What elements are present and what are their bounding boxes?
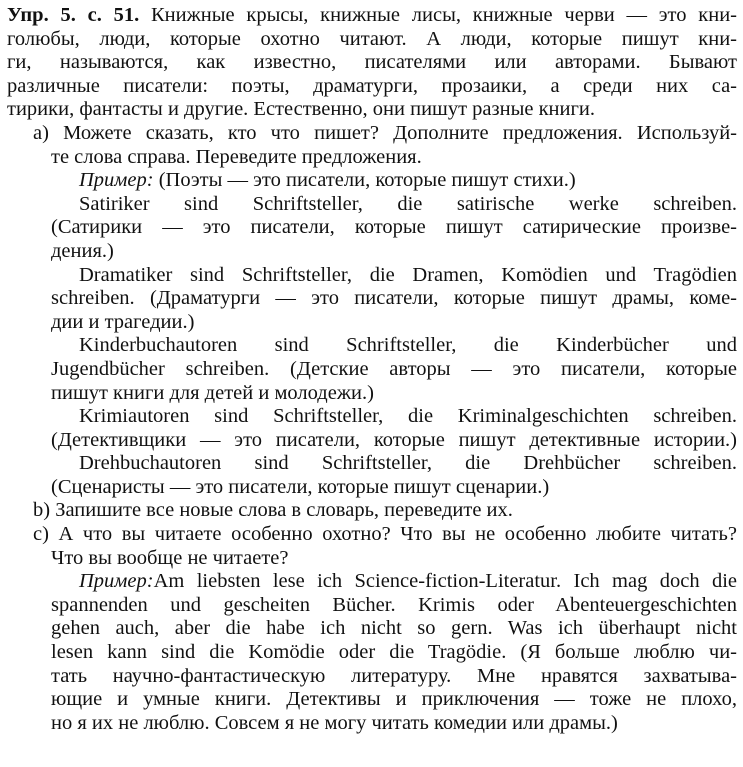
text-line: Jugendbücher schreiben. (Детские авторы — это писатели, которые — [51, 357, 737, 380]
example-line: Пример:Am liebsten lese ich Science-fiction-Literatur. Ich mag doch die — [79, 570, 737, 593]
text-line: Krimiautoren sind Schriftsteller, die Kriminalgeschichten schreiben. — [79, 405, 737, 428]
text-line: spannenden und gescheiten Bücher. Krimis oder Abenteuergeschichten — [51, 593, 737, 616]
text-line: Drehbuchautoren sind Schriftsteller, die Drehbücher schreiben. — [79, 452, 737, 475]
text-line: (Сценаристы — это писатели, которые пишут сценарии.) — [51, 475, 550, 498]
text-line: тирики, фантасты и другие. Естественно, они пишут разные книги. — [7, 98, 595, 121]
text-line: gehen auch, aber die habe ich nicht so gern. Was ich überhaupt nicht — [51, 617, 737, 640]
example-line: Пример: (Поэты — это писатели, которые пишут стихи.) — [79, 169, 576, 192]
text-line: schreiben. (Драматурги — это писатели, которые пишут драмы, коме- — [51, 287, 737, 310]
exercise-header: Упр. 5. с. 51. — [7, 4, 140, 26]
text-line: lesen kann sind die Komödie oder die Tragödie. (Я больше люблю чи- — [51, 641, 737, 664]
text-line: голюбы, люди, которые охотно читают. А люди, которые пишут кни- — [7, 27, 737, 50]
text-line: те слова справа. Переведите предложения. — [51, 145, 422, 168]
task-b-line: b) Запишите все новые слова в словарь, переведите их. — [33, 499, 513, 522]
text-line: пишут книги для детей и молодежи.) — [51, 381, 374, 404]
exercise-text — [7, 4, 737, 735]
text-line: дии и трагедии.) — [51, 310, 195, 333]
text-line: (Сатирики — это писатели, которые пишут сатирические произве- — [51, 216, 737, 239]
example-label: Пример: — [79, 169, 154, 192]
task-c-line: c) А что вы читаете особенно охотно? Что вы не особенно любите читать? — [33, 523, 737, 546]
text-line: Упр. 5. с. 51. Книжные крысы, книжные лисы, книжные черви — это кни- — [7, 4, 737, 26]
text-line: Dramatiker sind Schriftsteller, die Dramen, Komödien und Tragödien — [79, 263, 737, 286]
text-line: Kinderbuchautoren sind Schriftsteller, die Kinderbücher und — [79, 334, 737, 357]
text-line: дения.) — [51, 239, 114, 262]
text-line: но я их не люблю. Совсем я не могу читать комедии или драмы.) — [51, 711, 618, 734]
text-line: Satiriker sind Schriftsteller, die satirische werke schreiben. — [79, 192, 737, 215]
text-line: (Детективщики — это писатели, которые пишут детективные истории.) — [51, 428, 737, 451]
text-line: ющие и умные книги. Детективы и приключения — тоже не плохо, — [51, 688, 737, 711]
task-a-line: a) Можете сказать, кто что пишет? Дополните предложения. Используй- — [33, 121, 737, 144]
text-line: различные писатели: поэты, драматурги, прозаики, а среди них са- — [7, 74, 737, 97]
example-label: Пример: — [79, 570, 154, 593]
text-line: ги, называются, как известно, писателями или авторами. Бывают — [7, 51, 737, 74]
text-line: тать научно-фантастическую литературу. Мне нравятся захватыва- — [51, 664, 737, 687]
text-line: Что вы вообще не читаете? — [51, 546, 289, 569]
